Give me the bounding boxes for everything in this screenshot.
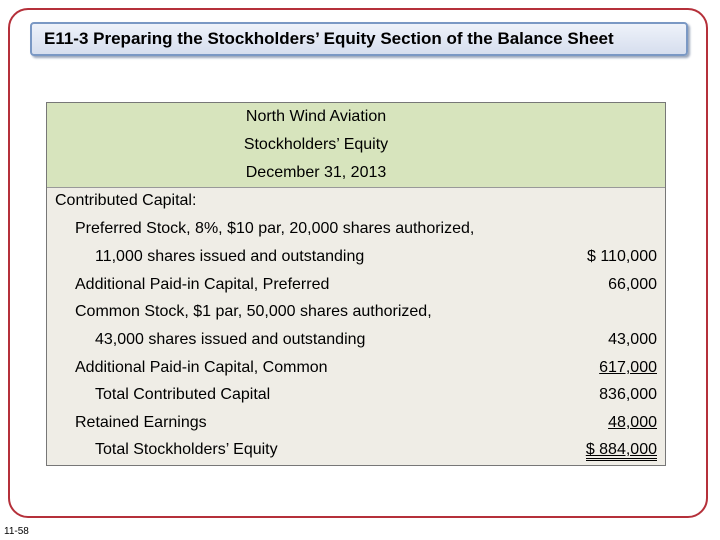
apic-common-amount: 617,000 (599, 359, 657, 376)
preferred-stock-line1: Preferred Stock, 8%, $10 par, 20,000 shares authorized, (75, 220, 475, 237)
total-contributed-label: Total Contributed Capital (95, 386, 271, 403)
common-stock-amount: 43,000 (608, 331, 657, 348)
apic-preferred-label: Additional Paid-in Capital, Preferred (75, 276, 330, 293)
equity-statement (46, 102, 666, 466)
apic-preferred-amount: 66,000 (608, 276, 657, 293)
company-name: North Wind Aviation (245, 108, 387, 125)
slide-title (30, 22, 688, 56)
statement-date: December 31, 2013 (245, 164, 387, 181)
total-contributed-amount: 836,000 (599, 386, 657, 403)
preferred-stock-line2: 11,000 shares issued and outstanding (95, 248, 365, 265)
preferred-stock-amount: $ 110,000 (587, 248, 657, 265)
common-stock-line1: Common Stock, $1 par, 50,000 shares authorized, (75, 303, 432, 320)
statement-header (47, 103, 665, 188)
total-equity-label: Total Stockholders’ Equity (95, 441, 278, 458)
total-equity-amount: $ 884,000 (586, 441, 657, 461)
slide-page-number: 11-58 (4, 526, 29, 537)
slide-title-text: E11-3 Preparing the Stockholders’ Equity Section of the Balance Sheet (44, 29, 614, 48)
retained-earnings-amount: 48,000 (608, 414, 657, 431)
statement-name: Stockholders’ Equity (243, 136, 389, 153)
contributed-capital-heading: Contributed Capital: (55, 192, 197, 209)
apic-common-label: Additional Paid-in Capital, Common (75, 359, 328, 376)
retained-earnings-label: Retained Earnings (75, 414, 207, 431)
common-stock-line2: 43,000 shares issued and outstanding (95, 331, 366, 348)
